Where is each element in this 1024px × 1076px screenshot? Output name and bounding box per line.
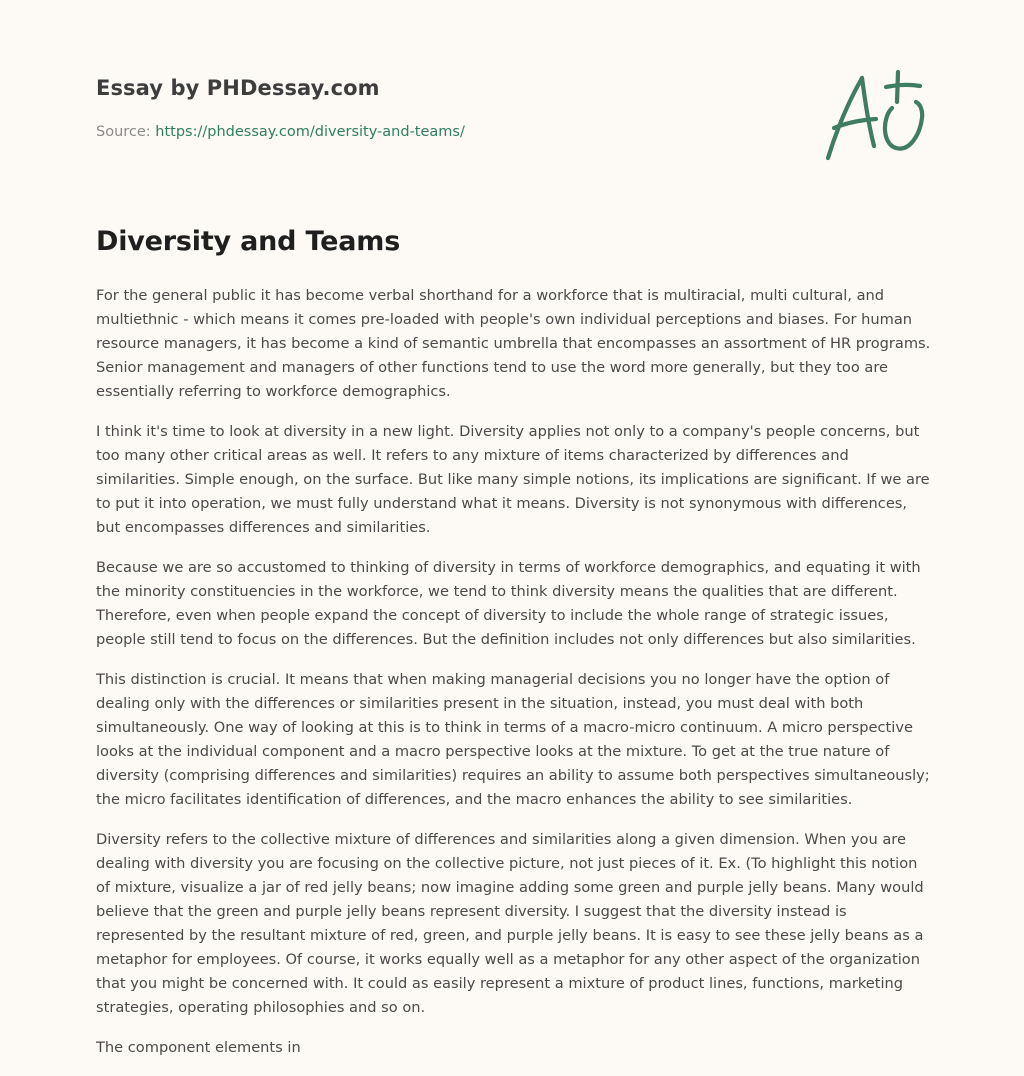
source-label: Source: (96, 124, 156, 140)
site-brand: Essay by PHDessay.com (96, 76, 380, 100)
source-link[interactable]: https://phdessay.com/diversity-and-teams/ (155, 124, 465, 140)
essay-paragraph: This distinction is crucial. It means that when making managerial decisions you no longer have the option of dealing only with the differences or similarities present in the situation, instead, you must deal with both simultaneously. One way of looking at this is to think in terms of a macro-micro continuum. A micro perspective looks at the individual component and a macro perspective looks at the mixture. To get at the true nature of diversity (comprising differences and similarities) requires an ability to assume both perspectives simultaneously; the micro facilitates identification of differences, and the macro enhances the ability to see similarities. (96, 671, 930, 808)
essay-paragraph: The component elements in (96, 1039, 301, 1056)
source-line (96, 124, 465, 140)
essay-body (96, 284, 932, 1076)
page-header (96, 76, 936, 140)
a-plus-grade-icon (822, 66, 928, 166)
essay-paragraph: Diversity refers to the collective mixture of differences and similarities along a given dimension. When you are dealing with diversity you are focusing on the collective picture, not just pieces of it. Ex. (To highlight this notion of mixture, visualize a jar of red jelly beans; now imagine adding some green and purple jelly beans. Many would believe that the green and purple jelly beans represent diversity. I suggest that the diversity instead is represented by the resultant mixture of red, green, and purple jelly beans. It is easy to see these jelly beans as a metaphor for employees. Of course, it works equally well as a metaphor for any other aspect of the organization that you might be concerned with. It could as easily represent a mixture of product lines, functions, marketing strategies, operating philosophies and so on. (96, 831, 924, 1016)
essay-paragraph: For the general public it has become verbal shorthand for a workforce that is multiracial, multi cultural, and multiethnic - which means it comes pre-loaded with people's own individual perceptions and biases. For human resource managers, it has become a kind of semantic umbrella that encompasses an assortment of HR programs. Senior management and managers of other functions tend to use the word more generally, but they too are essentially referring to workforce demographics. (96, 287, 931, 400)
essay-paragraph: I think it's time to look at diversity in a new light. Diversity applies not only to a company's people concerns, but too many other critical areas as well. It refers to any mixture of items characterized by differences and similarities. Simple enough, on the surface. But like many simple notions, its implications are significant. If we are to put it into operation, we must fully understand what it means. Diversity is not synonymous with differences, but encompasses differences and similarities. (96, 423, 930, 536)
essay-paragraph: Because we are so accustomed to thinking of diversity in terms of workforce demographics, and equating it with the minority constituencies in the workforce, we tend to think diversity means the qualities that are different. Therefore, even when people expand the concept of diversity to include the whole range of strategic issues, people still tend to focus on the differences. But the definition includes not only differences but also similarities. (96, 559, 921, 648)
essay-title: Diversity and Teams (96, 226, 401, 257)
